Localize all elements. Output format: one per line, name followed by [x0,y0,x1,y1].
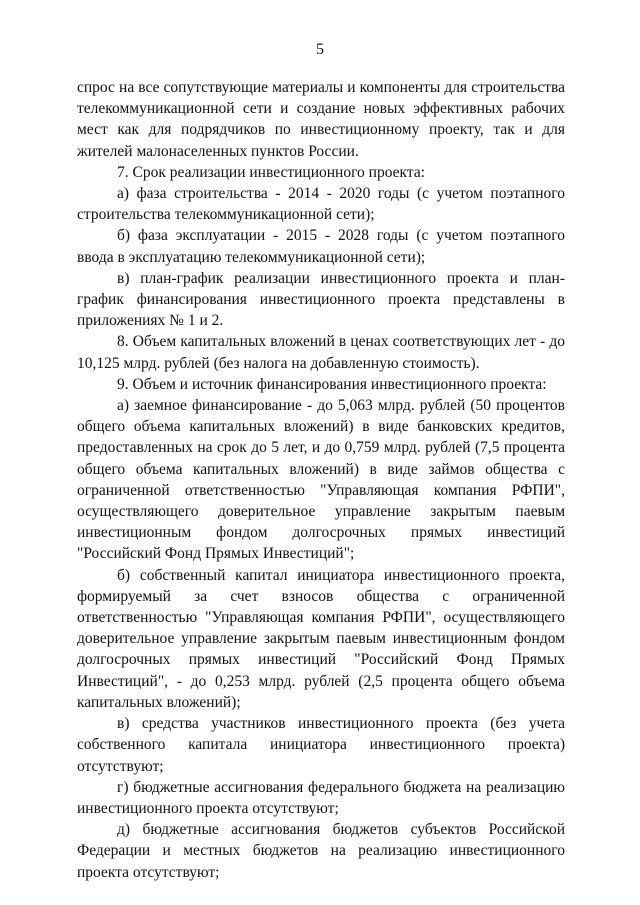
document-body [77,77,565,883]
page-number: 5 [316,41,324,58]
paragraph-continuation: спрос на все сопутствующие материалы и компоненты для строительства телекоммуникационной сети и создание новых эффективных рабочих мест как для подрядчиков по инвестиционному проекту, так и для жителей малонаселенных пунктов России. [77,79,565,160]
paragraph-7a-construction: а) фаза строительства - 2014 - 2020 годы (с учетом поэтапного строительства телекоммуникационной сети); [77,185,565,224]
paragraph-8-capital-investment: 8. Объем капитальных вложений в ценах соответствующих лет - до 10,125 млрд. рублей (без налога на добавленную стоимость). [77,333,565,372]
paragraph-9d-federal-budget: г) бюджетные ассигнования федерального бюджета на реализацию инвестиционного проекта отсутствуют; [77,778,565,817]
paragraph-9e-regional-budget: д) бюджетные ассигнования бюджетов субъектов Российской Федерации и местных бюджетов на реализацию инвестиционного проекта отсутствуют; [77,821,565,881]
paragraph-9-financing: 9. Объем и источник финансирования инвестиционного проекта: [117,375,547,393]
paragraph-9a-debt-financing: а) заемное финансирование - до 5,063 млрд. рублей (50 процентов общего объема капитальных вложений) в виде банковских кредитов, предоставленных на срок до 5 лет, и до 0,759 млрд. рублей (7,5 процента общего объема капитальных вложений) в виде займов общества с ограниченной ответственностью "Управляющая компания РФПИ", осуществляющего доверительное управление закрытым паевым инвестиционным фондом долгосрочных прямых инвестиций "Российский Фонд Прямых Инвестиций"; [77,397,565,563]
paragraph-7c-schedule: в) план-график реализации инвестиционного проекта и план-график финансирования инвестиционного проекта представлены в приложениях № 1 и 2. [77,269,565,330]
paragraph-7-term: 7. Срок реализации инвестиционного проекта: [117,163,426,181]
paragraph-9b-equity: б) собственный капитал инициатора инвестиционного проекта, формируемый за счет взносов общества с ограниченной ответственностью "Управляющая компания РФПИ", осуществляющего доверительное управление закрытым паевым инвестиционным фондом долгосрочных прямых инвестиций "Российский Фонд Прямых Инвестиций", - до 0,253 млрд. рублей (2,5 процента общего объема капитальных вложений); [77,566,565,711]
paragraph-7b-operation: б) фаза эксплуатации - 2015 - 2028 годы (с учетом поэтапного ввода в эксплуатацию телекоммуникационной сети); [77,227,565,266]
paragraph-9c-participants: в) средства участников инвестиционного проекта (без учета собственного капитала инициатора инвестиционного проекта) отсутствуют; [77,715,565,775]
